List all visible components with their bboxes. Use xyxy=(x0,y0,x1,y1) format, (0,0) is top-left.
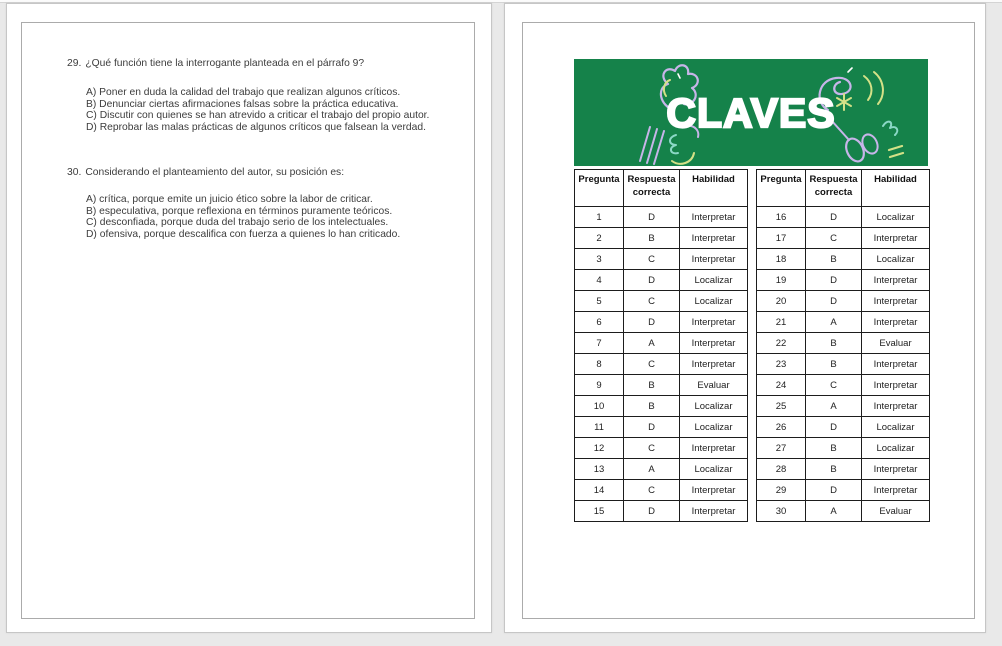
answer-option: B) Denunciar ciertas afirmaciones falsas sobre la práctica educativa. xyxy=(86,98,399,110)
answer-cell: Evaluar xyxy=(680,375,748,396)
answer-cell: Localizar xyxy=(680,396,748,417)
answer-cell: Interpretar xyxy=(862,396,930,417)
answer-cell: B xyxy=(624,375,680,396)
answer-cell: Interpretar xyxy=(862,270,930,291)
answer-cell: A xyxy=(806,312,862,333)
answer-cell: Interpretar xyxy=(680,228,748,249)
answer-cell: Interpretar xyxy=(862,228,930,249)
answer-cell: 25 xyxy=(757,396,806,417)
answer-cell: Interpretar xyxy=(862,291,930,312)
answer-cell: 14 xyxy=(575,480,624,501)
answer-cell: 13 xyxy=(575,459,624,480)
answer-row xyxy=(757,459,930,480)
answer-cell: B xyxy=(624,228,680,249)
answer-option: A) Poner en duda la calidad del trabajo que realizan algunos críticos. xyxy=(86,87,401,98)
answer-row xyxy=(757,312,930,333)
answer-cell: 1 xyxy=(575,207,624,228)
column-header: Pregunta xyxy=(575,170,624,207)
answer-row xyxy=(575,270,748,291)
question-number: 30. xyxy=(67,167,82,178)
answer-cell: 27 xyxy=(757,438,806,459)
answer-cell: B xyxy=(624,396,680,417)
column-header: Respuesta correcta xyxy=(624,170,680,207)
answer-cell: 17 xyxy=(757,228,806,249)
answer-cell: Interpretar xyxy=(680,312,748,333)
answer-cell: Localizar xyxy=(862,417,930,438)
answer-cell: D xyxy=(806,270,862,291)
column-header: Habilidad xyxy=(862,170,930,207)
answer-cell: Localizar xyxy=(862,438,930,459)
answer-cell: A xyxy=(806,501,862,522)
answer-cell: Evaluar xyxy=(862,333,930,354)
answer-cell: 8 xyxy=(575,354,624,375)
answer-row xyxy=(575,417,748,438)
answer-row xyxy=(575,291,748,312)
answer-cell: 24 xyxy=(757,375,806,396)
answer-cell: B xyxy=(806,249,862,270)
answer-option: B) especulativa, porque reflexiona en términos puramente teóricos. xyxy=(86,205,393,217)
answer-row xyxy=(757,228,930,249)
answer-row xyxy=(757,207,930,228)
answer-row xyxy=(575,438,748,459)
answer-key-tables xyxy=(574,169,928,522)
answer-cell: Interpretar xyxy=(862,375,930,396)
answer-cell: D xyxy=(624,207,680,228)
answer-row xyxy=(575,228,748,249)
answer-cell: D xyxy=(806,417,862,438)
answer-cell: Interpretar xyxy=(862,480,930,501)
answer-row xyxy=(757,438,930,459)
answer-cell: D xyxy=(624,501,680,522)
answer-cell: 4 xyxy=(575,270,624,291)
question-29 xyxy=(67,58,364,70)
answer-cell: B xyxy=(806,459,862,480)
answer-cell: 11 xyxy=(575,417,624,438)
answer-row xyxy=(757,396,930,417)
answer-cell: A xyxy=(624,459,680,480)
question-30-options xyxy=(86,194,400,241)
answer-row xyxy=(757,270,930,291)
question-29-options xyxy=(86,87,429,134)
answer-option: D) Reprobar las malas prácticas de algunos críticos que falsean la verdad. xyxy=(86,122,426,134)
answer-row xyxy=(575,249,748,270)
answer-cell: 16 xyxy=(757,207,806,228)
answer-cell: 23 xyxy=(757,354,806,375)
answer-key-table-1 xyxy=(574,169,748,522)
answer-cell: C xyxy=(806,228,862,249)
answer-cell: Localizar xyxy=(680,291,748,312)
header-row xyxy=(757,170,930,207)
answer-cell: C xyxy=(806,375,862,396)
answer-row xyxy=(575,312,748,333)
answer-row xyxy=(575,459,748,480)
answer-cell: Interpretar xyxy=(862,354,930,375)
claves-banner xyxy=(574,59,928,166)
answer-row xyxy=(575,375,748,396)
column-header: Pregunta xyxy=(757,170,806,207)
answer-cell: Evaluar xyxy=(862,501,930,522)
question-30 xyxy=(67,167,344,179)
answer-cell: 12 xyxy=(575,438,624,459)
answer-cell: 26 xyxy=(757,417,806,438)
answer-cell: 21 xyxy=(757,312,806,333)
answer-cell: A xyxy=(624,333,680,354)
header-row xyxy=(575,170,748,207)
answer-option: A) crítica, porque emite un juicio ético sobre la labor de criticar. xyxy=(86,194,373,205)
answer-cell: 2 xyxy=(575,228,624,249)
answer-cell: D xyxy=(806,480,862,501)
answer-cell: 5 xyxy=(575,291,624,312)
column-header: Respuesta correcta xyxy=(806,170,862,207)
answer-row xyxy=(757,333,930,354)
answer-cell: Interpretar xyxy=(680,207,748,228)
answer-row xyxy=(757,291,930,312)
answer-row xyxy=(575,396,748,417)
answer-cell: D xyxy=(624,417,680,438)
answer-cell: 6 xyxy=(575,312,624,333)
answer-cell: A xyxy=(806,396,862,417)
answer-cell: Interpretar xyxy=(680,501,748,522)
answer-row xyxy=(757,354,930,375)
column-header: Habilidad xyxy=(680,170,748,207)
answer-cell: 15 xyxy=(575,501,624,522)
answer-row xyxy=(757,417,930,438)
question-text: Considerando el planteamiento del autor, su posición es: xyxy=(85,167,345,178)
answer-row xyxy=(575,501,748,522)
answer-cell: Localizar xyxy=(862,207,930,228)
document-page-2[interactable] xyxy=(504,3,986,633)
answer-option: C) desconfiada, porque duda del trabajo serio de los intelectuales. xyxy=(86,217,389,229)
answer-cell: 9 xyxy=(575,375,624,396)
answer-cell: 3 xyxy=(575,249,624,270)
answer-cell: C xyxy=(624,480,680,501)
answer-option: C) Discutir con quienes se han atrevido a criticar el trabajo del propio autor. xyxy=(86,110,430,122)
answer-cell: 22 xyxy=(757,333,806,354)
answer-cell: Interpretar xyxy=(862,312,930,333)
answer-cell: 20 xyxy=(757,291,806,312)
answer-row xyxy=(757,249,930,270)
answer-cell: D xyxy=(806,207,862,228)
answer-cell: B xyxy=(806,354,862,375)
answer-cell: Localizar xyxy=(680,459,748,480)
answer-cell: 30 xyxy=(757,501,806,522)
answer-cell: Interpretar xyxy=(680,249,748,270)
answer-cell: 28 xyxy=(757,459,806,480)
answer-cell: D xyxy=(806,291,862,312)
answer-cell: 29 xyxy=(757,480,806,501)
answer-cell: 7 xyxy=(575,333,624,354)
answer-cell: 18 xyxy=(757,249,806,270)
answer-cell: C xyxy=(624,291,680,312)
answer-row xyxy=(757,375,930,396)
answer-cell: C xyxy=(624,438,680,459)
document-page-1[interactable] xyxy=(6,3,492,633)
answer-cell: D xyxy=(624,270,680,291)
claves-title: CLAVES xyxy=(666,90,836,136)
answer-row xyxy=(575,333,748,354)
answer-cell: C xyxy=(624,249,680,270)
answer-cell: Localizar xyxy=(680,417,748,438)
answer-row xyxy=(575,354,748,375)
answer-cell: D xyxy=(624,312,680,333)
answer-option: D) ofensiva, porque descalifica con fuerza a quienes lo han criticado. xyxy=(86,229,401,241)
answer-cell: Interpretar xyxy=(862,459,930,480)
answer-cell: Interpretar xyxy=(680,480,748,501)
answer-cell: Interpretar xyxy=(680,333,748,354)
answer-cell: C xyxy=(624,354,680,375)
answer-cell: B xyxy=(806,333,862,354)
answer-row xyxy=(757,480,930,501)
answer-row xyxy=(757,501,930,522)
answer-cell: 19 xyxy=(757,270,806,291)
answer-row xyxy=(575,207,748,228)
answer-cell: B xyxy=(806,438,862,459)
answer-cell: Interpretar xyxy=(680,354,748,375)
question-text: ¿Qué función tiene la interrogante planteada en el párrafo 9? xyxy=(85,58,365,69)
answer-cell: 10 xyxy=(575,396,624,417)
answer-cell: Localizar xyxy=(680,270,748,291)
answer-cell: Interpretar xyxy=(680,438,748,459)
answer-cell: Localizar xyxy=(862,249,930,270)
answer-key-table-2 xyxy=(756,169,930,522)
question-number: 29. xyxy=(67,58,82,69)
answer-row xyxy=(575,480,748,501)
